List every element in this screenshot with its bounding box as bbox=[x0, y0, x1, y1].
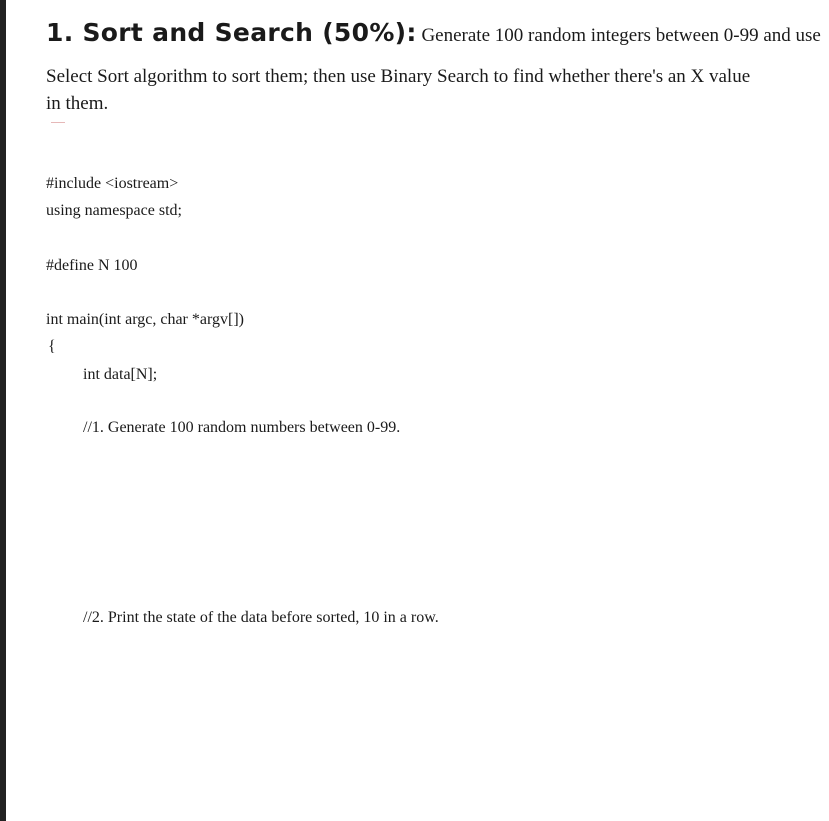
code-comment-generate: //1. Generate 100 random numbers between 0-99. bbox=[83, 419, 401, 436]
question-text-line-2: Select Sort algorithm to sort them; then use Binary Search to find whether there's an X value bbox=[46, 66, 751, 87]
code-data-declaration: int data[N]; bbox=[83, 366, 158, 383]
question-text-line-3: in them. bbox=[46, 93, 109, 114]
code-include: #include <iostream> bbox=[46, 175, 179, 192]
stray-mark bbox=[51, 122, 65, 123]
code-open-brace: { bbox=[48, 338, 56, 355]
question-title: 1. Sort and Search (50%): bbox=[46, 18, 417, 47]
code-main-signature: int main(int argc, char *argv[]) bbox=[46, 311, 244, 328]
code-using-namespace: using namespace std; bbox=[46, 202, 182, 219]
code-comment-print: //2. Print the state of the data before sorted, 10 in a row. bbox=[83, 609, 439, 626]
code-define: #define N 100 bbox=[46, 257, 138, 274]
question-heading bbox=[46, 18, 829, 47]
question-intro: Generate 100 random integers between 0-99 and use bbox=[416, 25, 821, 46]
